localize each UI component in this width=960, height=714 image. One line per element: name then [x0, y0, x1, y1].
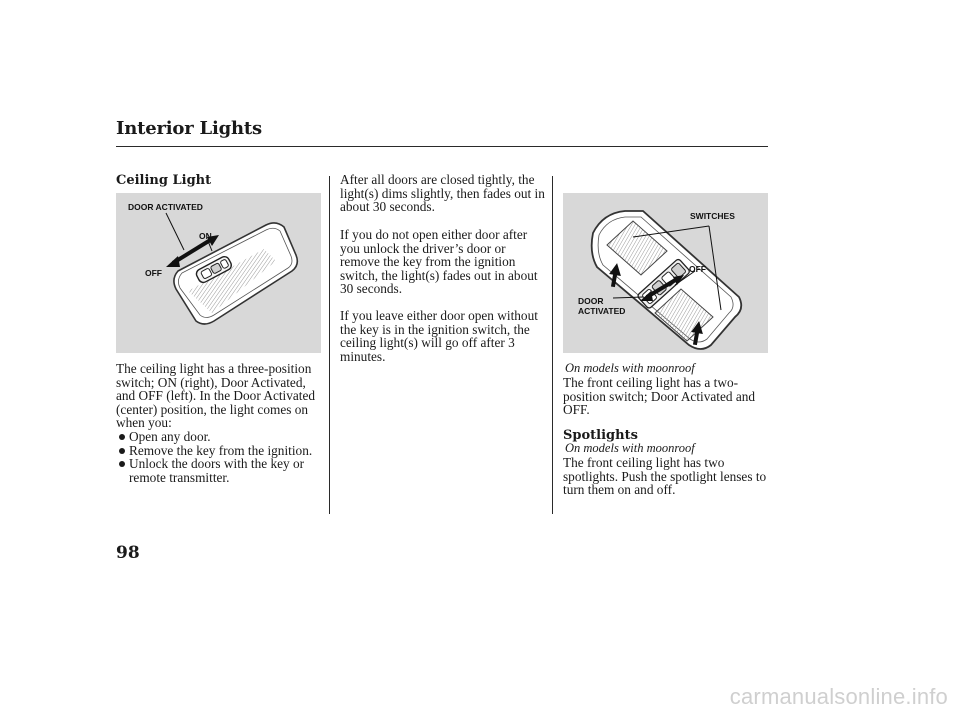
label-on: ON	[199, 231, 212, 241]
spotlights-heading: Spotlights	[563, 428, 638, 443]
watermark: carmanualsonline.info	[729, 684, 948, 709]
ceiling-light-heading: Ceiling Light	[116, 173, 212, 188]
moonroof-switch-text: The front ceiling light has a two-position switch; Door Activated and OFF.	[563, 375, 756, 418]
ceiling-light-figure	[116, 193, 321, 353]
moonroof-light-illustration	[563, 193, 768, 353]
spotlights-text: The front ceiling light has two spotlights. Push the spotlight lenses to turn them on and off.	[563, 455, 767, 498]
ceiling-light-intro: The ceiling light has a three-position switch; ON (right), Door Activated, and OFF (left). In the Door Activated (center) position, the light comes on when you:	[116, 361, 316, 431]
list-item: Remove the key from the ignition.	[116, 444, 326, 458]
column-divider-left	[329, 176, 330, 514]
paragraph-door-left-open: If you leave either door open without the key is in the ignition switch, the ceiling light(s) will go off after 3 minutes.	[340, 308, 538, 364]
paragraph-door-not-opened: If you do not open either door after you unlock the driver’s door or remove the key from the ignition switch, the light(s) fades out in about 30 seconds.	[340, 227, 538, 297]
page-title: Interior Lights	[116, 118, 262, 139]
label-door-activated: DOOR ACTIVATED	[128, 202, 203, 212]
moonroof-caption: On models with moonroof	[565, 361, 695, 375]
label-door-activated: DOOR ACTIVATED	[578, 296, 626, 316]
paragraph-doors-closed: After all doors are closed tightly, the light(s) dims slightly, then fades out in about 30 seconds.	[340, 172, 545, 215]
ceiling-light-conditions	[116, 430, 326, 484]
title-rule	[116, 146, 768, 147]
list-item: Unlock the doors with the key or remote transmitter.	[116, 457, 326, 484]
label-switches: SWITCHES	[690, 211, 735, 221]
label-off: OFF	[145, 268, 162, 278]
page-number: 98	[116, 543, 140, 563]
column-divider-right	[552, 176, 553, 514]
label-off: OFF	[689, 264, 706, 274]
moonroof-light-figure	[563, 193, 768, 353]
list-item: Open any door.	[116, 430, 326, 444]
spotlights-caption: On models with moonroof	[565, 441, 695, 455]
